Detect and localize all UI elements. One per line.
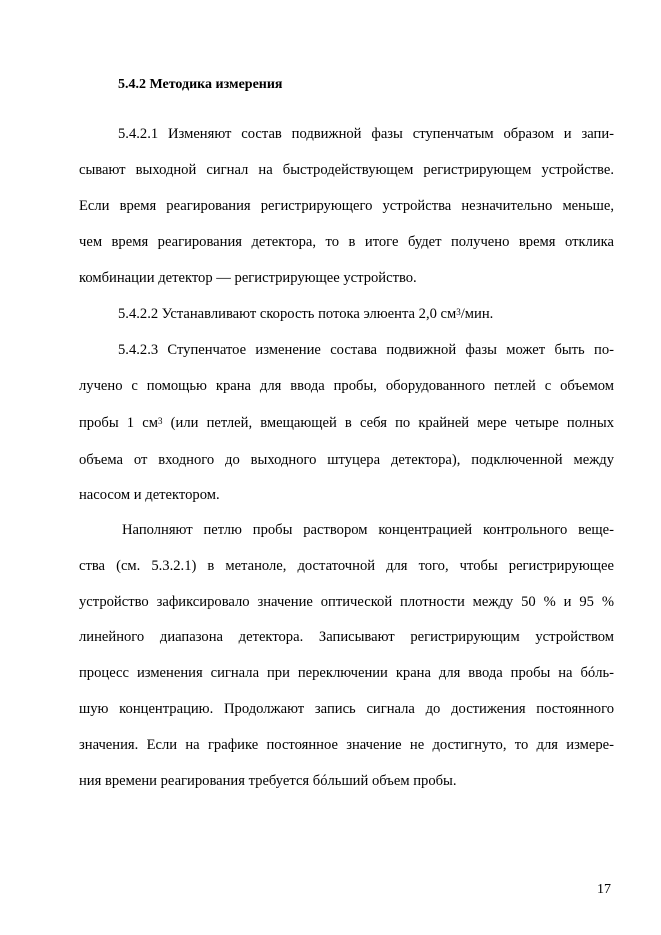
paragraph-line: 5.4.2.3 Ступенчатое изменение состава подвижной фазы может быть по- bbox=[118, 342, 614, 358]
superscript: 3 bbox=[157, 416, 163, 426]
paragraph-line: лучено с помощью крана для ввода пробы, оборудованного петлей с объемом bbox=[79, 378, 614, 394]
paragraph-line: комбинации детектор — регистрирующее устройство. bbox=[79, 270, 417, 286]
paragraph-line: Наполняют петлю пробы раствором концентрацией контрольного веще- bbox=[122, 522, 614, 538]
paragraph-line: Если время реагирования регистрирующего устройства незначительно меньше, bbox=[79, 198, 614, 214]
superscript: 3 bbox=[456, 307, 461, 317]
paragraph-line: ства (см. 5.3.2.1) в метаноле, достаточной для того, чтобы регистрирующее bbox=[79, 558, 614, 574]
flow-rate-unit: /мин. bbox=[460, 306, 494, 322]
paragraph-line: чем время реагирования детектора, то в итоге будет получено время отклика bbox=[79, 234, 614, 250]
flow-rate-text: 5.4.2.2 Устанавливают скорость потока элюента 2,0 см bbox=[118, 306, 457, 322]
paragraph-line: устройство зафиксировало значение оптической плотности между 50 % и 95 % bbox=[79, 594, 614, 610]
paragraph-line: объема от входного до выходного штуцера детектора), подключенной между bbox=[79, 452, 614, 468]
paragraph-line: насосом и детектором. bbox=[79, 487, 220, 503]
paragraph-line: шую концентрацию. Продолжают запись сигнала до достижения постоянного bbox=[79, 701, 614, 717]
paragraph-line: ния времени реагирования требуется бóльший объем пробы. bbox=[79, 773, 457, 789]
sample-volume-rest: (или петлей, вмещающей в себя по крайней мере четыре полных bbox=[162, 415, 614, 431]
paragraph-line: линейного диапазона детектора. Записывают регистрирующим устройством bbox=[79, 629, 614, 645]
paragraph-line: значения. Если на графике постоянное значение не достигнуто, то для измере- bbox=[79, 737, 614, 753]
section-heading: 5.4.2 Методика измерения bbox=[118, 77, 283, 92]
sample-volume-text: пробы 1 см bbox=[79, 415, 158, 431]
paragraph-line: процесс изменения сигнала при переключении крана для ввода пробы на бóль- bbox=[79, 665, 614, 681]
paragraph-line-sample-volume bbox=[79, 413, 614, 433]
paragraph-line: сывают выходной сигнал на быстродействующем регистрирующем устройстве. bbox=[79, 162, 614, 178]
paragraph-line-flow-rate bbox=[118, 304, 614, 324]
paragraph-line: 5.4.2.1 Изменяют состав подвижной фазы ступенчатым образом и запи- bbox=[118, 126, 614, 142]
page-number: 17 bbox=[597, 882, 611, 897]
